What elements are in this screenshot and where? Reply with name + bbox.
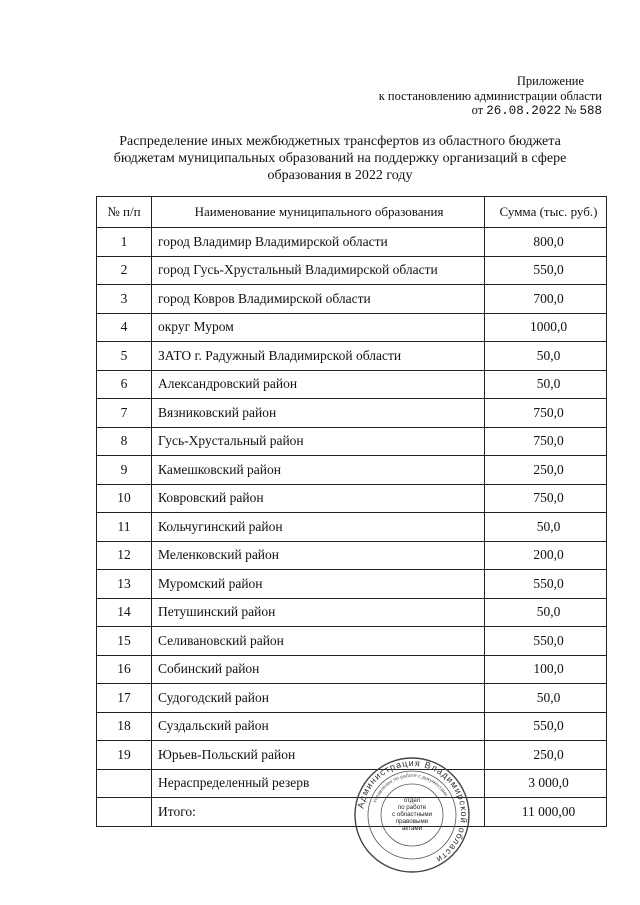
stamp-center-line: актами <box>401 825 423 832</box>
amount: 250,0 <box>485 741 607 770</box>
stamp-center-line: по работе <box>397 804 427 811</box>
stamp-center-line: правовыми <box>395 818 429 825</box>
title-line-1: Распределение иных межбюджетных трансфертов из областного бюджета <box>119 134 561 149</box>
table-row <box>97 228 607 257</box>
row-number: 4 <box>97 313 152 342</box>
municipality-name: Итого: <box>152 798 485 827</box>
row-number: 9 <box>97 456 152 485</box>
municipality-name: Селивановский район <box>152 627 485 656</box>
official-stamp <box>352 755 472 875</box>
municipality-name: город Владимир Владимирской области <box>152 228 485 257</box>
column-header-name: Наименование муниципального образования <box>152 197 485 228</box>
row-number: 13 <box>97 570 152 599</box>
table-row <box>97 684 607 713</box>
title-line-3: образования в 2022 году <box>267 168 413 183</box>
row-number <box>97 798 152 827</box>
table-header-row <box>97 197 607 228</box>
table-row <box>97 399 607 428</box>
row-number: 5 <box>97 342 152 371</box>
municipality-name: Кольчугинский район <box>152 513 485 542</box>
municipality-name: округ Муром <box>152 313 485 342</box>
stamp-center-line: с областными <box>391 811 433 818</box>
amount: 800,0 <box>485 228 607 257</box>
amount: 50,0 <box>485 684 607 713</box>
municipality-name: Камешковский район <box>152 456 485 485</box>
row-number: 12 <box>97 541 152 570</box>
amount: 550,0 <box>485 256 607 285</box>
row-number: 17 <box>97 684 152 713</box>
row-number: 8 <box>97 427 152 456</box>
table-row <box>97 342 607 371</box>
resolution-date-line <box>272 103 602 119</box>
distribution-table <box>96 196 607 827</box>
municipality-name: ЗАТО г. Радужный Владимирской области <box>152 342 485 371</box>
municipality-name: Собинский район <box>152 655 485 684</box>
amount: 50,0 <box>485 370 607 399</box>
table-row <box>97 313 607 342</box>
stamp-center-line: отдел <box>403 797 421 804</box>
document-title <box>80 133 600 184</box>
municipality-name: Александровский район <box>152 370 485 399</box>
municipality-name: Вязниковский район <box>152 399 485 428</box>
title-line-2: бюджетам муниципальных образований на поддержку организаций в сфере <box>113 151 567 166</box>
amount: 700,0 <box>485 285 607 314</box>
table-row <box>97 541 607 570</box>
appendix-header <box>272 74 602 119</box>
row-number: 14 <box>97 598 152 627</box>
municipality-name: Судогодский район <box>152 684 485 713</box>
amount: 550,0 <box>485 712 607 741</box>
row-number: 7 <box>97 399 152 428</box>
column-header-sum: Сумма (тыс. руб.) <box>485 197 607 228</box>
stamp-ring-text: Администрация Владимирской области <box>355 757 470 866</box>
municipality-name: город Ковров Владимирской области <box>152 285 485 314</box>
column-header-number: № п/п <box>97 197 152 228</box>
row-number <box>97 769 152 798</box>
municipality-name: Гусь-Хрустальный район <box>152 427 485 456</box>
table-row <box>97 712 607 741</box>
row-number: 16 <box>97 655 152 684</box>
amount: 50,0 <box>485 598 607 627</box>
table-row <box>97 370 607 399</box>
table-row <box>97 570 607 599</box>
row-number: 11 <box>97 513 152 542</box>
table-row <box>97 256 607 285</box>
appendix-label: Приложение <box>516 74 584 88</box>
amount: 50,0 <box>485 342 607 371</box>
municipality-name: Петушинский район <box>152 598 485 627</box>
municipality-name: Нераспределенный резерв <box>152 769 485 798</box>
resolution-date: 26.08.2022 <box>486 104 562 118</box>
municipality-name: Муромский район <box>152 570 485 599</box>
amount: 3 000,0 <box>485 769 607 798</box>
table-row <box>97 285 607 314</box>
row-number: 6 <box>97 370 152 399</box>
resolution-reference: к постановлению администрации области <box>378 88 602 103</box>
amount: 1000,0 <box>485 313 607 342</box>
municipality-name: город Гусь-Хрустальный Владимирской области <box>152 256 485 285</box>
amount: 750,0 <box>485 484 607 513</box>
amount: 750,0 <box>485 399 607 428</box>
municipality-name: Юрьев-Польский район <box>152 741 485 770</box>
row-number: 18 <box>97 712 152 741</box>
table-row <box>97 484 607 513</box>
date-prefix: от <box>471 103 484 117</box>
amount: 550,0 <box>485 627 607 656</box>
amount: 100,0 <box>485 655 607 684</box>
amount: 550,0 <box>485 570 607 599</box>
table-row <box>97 456 607 485</box>
row-number: 15 <box>97 627 152 656</box>
row-number: 2 <box>97 256 152 285</box>
stamp-inner-ring-text: Управление по работе с документами <box>372 772 449 804</box>
municipality-name: Суздальский район <box>152 712 485 741</box>
table-row <box>97 627 607 656</box>
municipality-name: Меленковский район <box>152 541 485 570</box>
row-number: 1 <box>97 228 152 257</box>
amount: 250,0 <box>485 456 607 485</box>
table-row <box>97 513 607 542</box>
row-number: 19 <box>97 741 152 770</box>
amount: 50,0 <box>485 513 607 542</box>
table-row <box>97 655 607 684</box>
municipality-name: Ковровский район <box>152 484 485 513</box>
number-sign: № <box>564 103 577 117</box>
table-row <box>97 598 607 627</box>
row-number: 10 <box>97 484 152 513</box>
amount: 200,0 <box>485 541 607 570</box>
table-row <box>97 427 607 456</box>
amount: 11 000,00 <box>485 798 607 827</box>
row-number: 3 <box>97 285 152 314</box>
resolution-number: 588 <box>579 104 602 118</box>
amount: 750,0 <box>485 427 607 456</box>
